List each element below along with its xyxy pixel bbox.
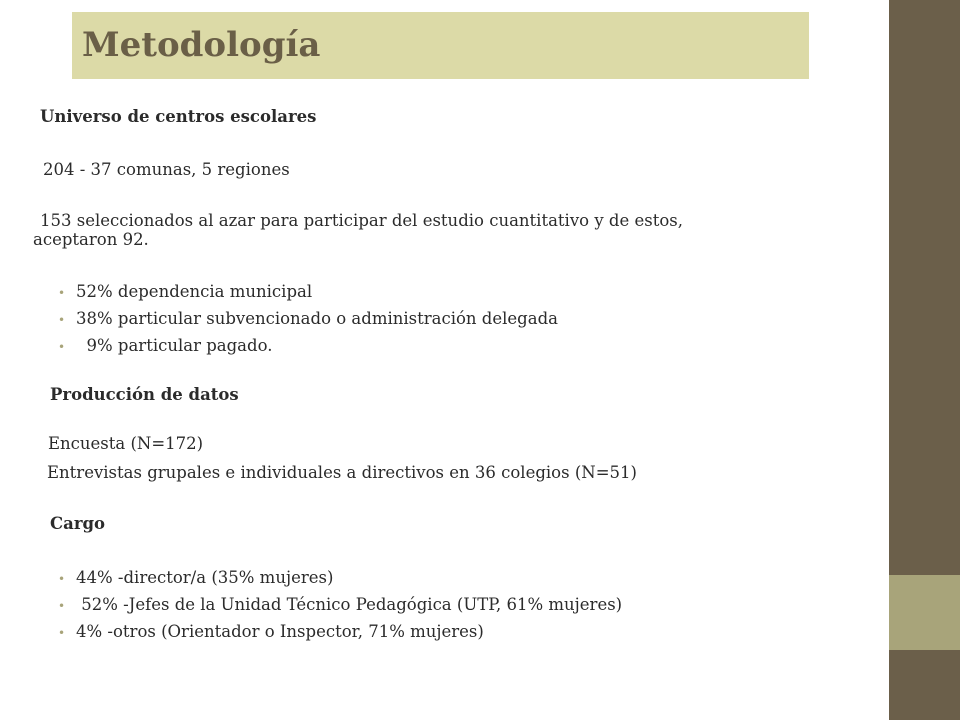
sidebar-dark-top: [889, 0, 960, 575]
cargo-item: 44% -director/a (35% mujeres): [76, 568, 334, 587]
bullet-icon: •: [58, 286, 66, 300]
bullet-icon: •: [58, 340, 66, 354]
cargo-item: 4% -otros (Orientador o Inspector, 71% mujeres): [76, 622, 484, 641]
data-line: Entrevistas grupales e individuales a directivos en 36 colegios (N=51): [47, 463, 637, 482]
slide-title: Metodología: [82, 25, 321, 65]
selection-line-1: 153 seleccionados al azar para participar del estudio cuantitativo y de estos,: [40, 211, 683, 230]
sidebar-light-band: [889, 575, 960, 650]
dependency-item: 9% particular pagado.: [76, 336, 273, 355]
cargo-item: 52% -Jefes de la Unidad Técnico Pedagógica (UTP, 61% mujeres): [76, 595, 623, 614]
data-heading: Producción de datos: [50, 385, 239, 404]
cargo-heading: Cargo: [50, 514, 106, 533]
universe-line: 204 - 37 comunas, 5 regiones: [43, 160, 290, 179]
bullet-icon: •: [58, 572, 66, 586]
dependency-item: 38% particular subvencionado o administración delegada: [76, 309, 558, 328]
dependency-item: 52% dependencia municipal: [76, 282, 313, 301]
sidebar-dark-bottom: [889, 650, 960, 720]
bullet-icon: •: [58, 626, 66, 640]
bullet-icon: •: [58, 599, 66, 613]
universe-heading: Universo de centros escolares: [40, 107, 317, 126]
data-line: Encuesta (N=172): [48, 434, 204, 453]
bullet-icon: •: [58, 313, 66, 327]
selection-line-2: aceptaron 92.: [33, 230, 149, 249]
